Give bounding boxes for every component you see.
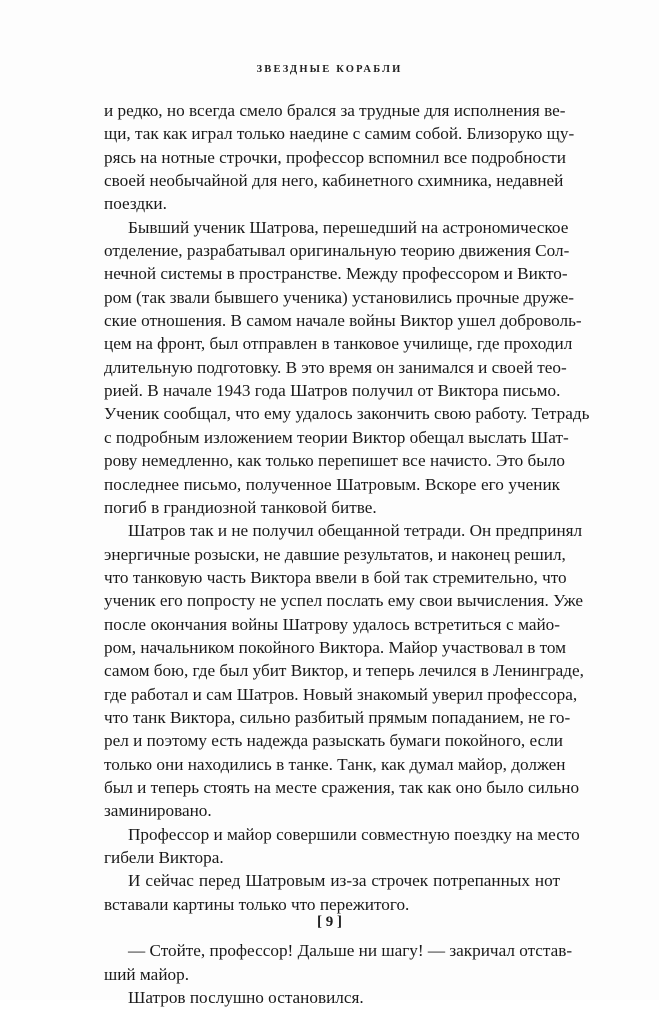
text-line: щи, так как играл только наедине с самим собой. Близоруко щу- [104, 124, 575, 144]
text-line: отделение, разрабатывал оригинальную теорию движения Сол- [104, 241, 570, 261]
text-line: заминировано. [104, 801, 212, 821]
text-line: ские отношения. В самом начале войны Виктор ушел доброволь- [104, 311, 582, 331]
text-line: цем на фронт, был отправлен в танковое училище, где проходил [104, 334, 573, 354]
text-line: ром (так звали бывшего ученика) установились прочные друже- [104, 287, 575, 307]
text-line: последнее письмо, полученное Шатровым. Вскоре его ученик [104, 474, 560, 494]
text-line: Бывший ученик Шатрова, перешедший на астрономическое [128, 217, 569, 237]
text-line: ученик его попросту не успел послать ему свои вычисления. Уже [104, 591, 584, 611]
text-line: поездки. [104, 194, 167, 214]
text-line: рел и поэтому есть надежда разыскать бумаги покойного, если [104, 731, 563, 751]
text-line: ший майор. [104, 964, 189, 984]
text-line: Шатров так и не получил обещанной тетради. Он предпринял [128, 521, 583, 541]
text-line: был и теперь стоять на месте сражения, так как оно было сильно [104, 777, 580, 797]
text-line: что танковую часть Виктора ввели в бой так стремительно, что [104, 567, 567, 587]
text-line: с подробным изложением теории Виктор обещал выслать Шат- [104, 427, 569, 447]
text-line: своей необычайной для него, кабинетного схимника, недавней [104, 171, 564, 191]
text-line: самом бою, где был убит Виктор, и теперь лечился в Ленинграде, [104, 661, 584, 681]
text-line: и редко, но всегда смело брался за трудные для исполнения ве- [104, 101, 566, 120]
running-head: ЗВЕЗДНЫЕ КОРАБЛИ [256, 64, 403, 75]
text-line: И сейчас перед Шатровым из-за строчек потрепанных нот [128, 871, 560, 891]
text-line: ром, начальником покойного Виктора. Майор участвовал в том [104, 637, 567, 657]
text-line: где работал и сам Шатров. Новый знакомый уверил профессора, [104, 684, 578, 704]
text-line: что танк Виктора, сильно разбитый прямым попаданием, не го- [104, 707, 571, 727]
text-line: рову немедленно, как только перепишет все начисто. Это было [104, 451, 566, 471]
text-line: энергичные розыски, не давшие результатов, и наконец решил, [104, 544, 566, 564]
body-text [104, 99, 590, 1009]
text-line: нечной системы в пространстве. Между профессором и Викто- [104, 264, 568, 284]
text-line: Ученик сообщал, что ему удалось закончить свою работу. Тетрадь [104, 404, 590, 424]
text-line: вставали картины только что пережитого. [104, 894, 410, 914]
text-line: после окончания войны Шатрову удалось встретиться с майо- [104, 614, 560, 634]
text-line: Шатров послушно остановился. [128, 988, 364, 1008]
text-line: рией. В начале 1943 года Шатров получил от Виктора письмо. [104, 381, 561, 401]
text-line: погиб в грандиозной танковой битве. [104, 497, 377, 517]
text-line: рясь на нотные строчки, профессор вспомнил все подробности [104, 147, 566, 167]
text-line: длительную подготовку. В это время он занимался и своей тео- [104, 357, 567, 377]
text-line: — Стойте, профессор! Дальше ни шагу! — закричал отстав- [128, 941, 573, 961]
text-line: Профессор и майор совершили совместную поездку на место [128, 824, 580, 844]
text-line: гибели Виктора. [104, 848, 224, 867]
text-line: только они находились в танке. Танк, как думал майор, должен [104, 754, 566, 774]
page-number: [ 9 ] [317, 914, 342, 930]
